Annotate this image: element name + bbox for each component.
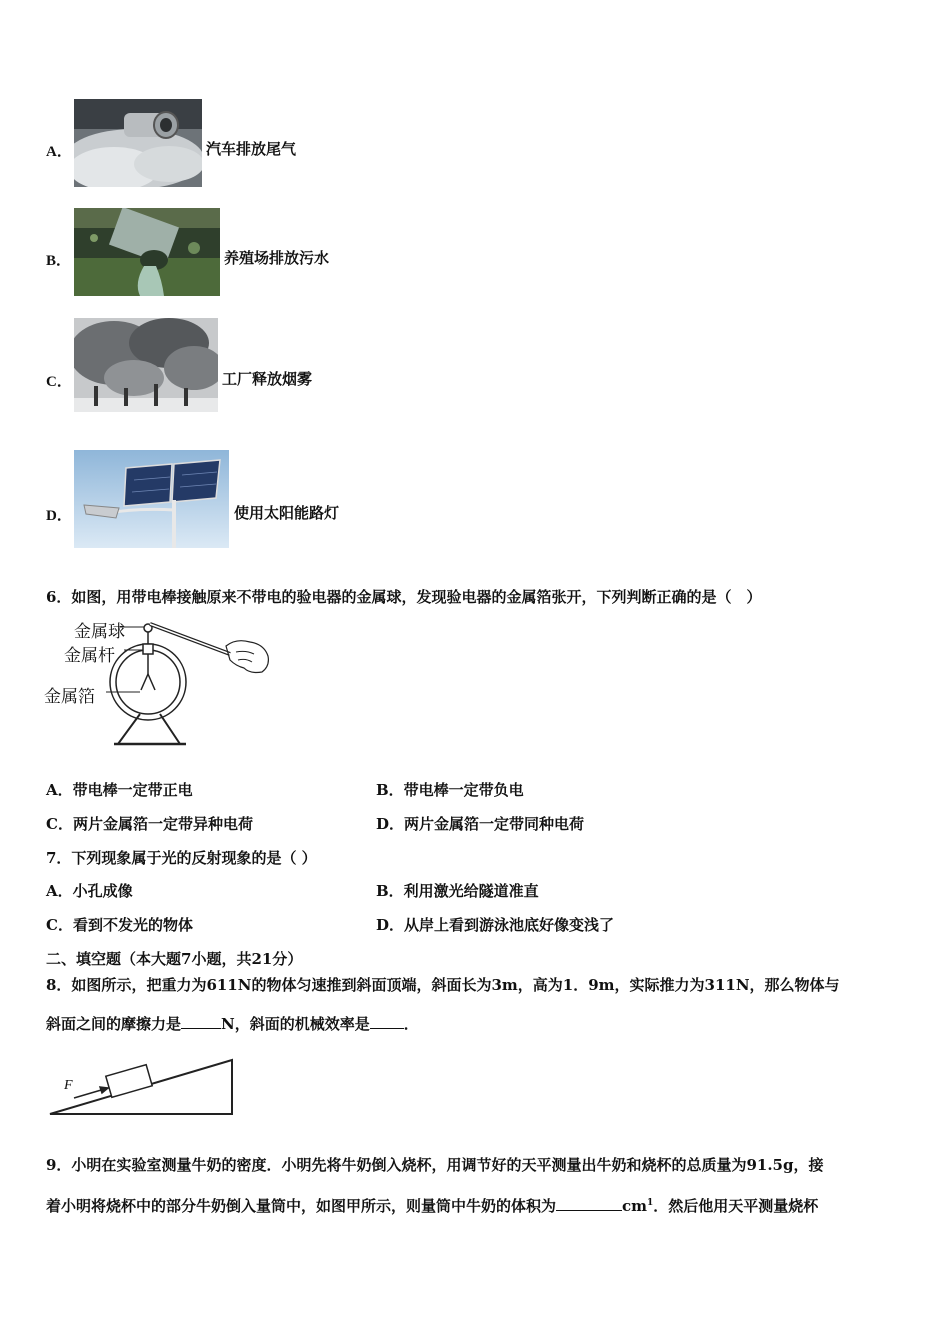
q6-option-b: B．带电棒一定带负电	[376, 781, 524, 799]
q8-text-a: 斜面之间的摩擦力是	[46, 1015, 182, 1033]
q7-stem: 7．下列现象属于光的反射现象的是（ ）	[46, 849, 317, 867]
q7-option-c: C．看到不发光的物体	[46, 916, 193, 934]
option-d-label: 使用太阳能路灯	[234, 504, 340, 522]
q9-line1: 9．小明在实验室测量牛奶的密度．小明先将牛奶倒入烧杯，用调节好的天平测量出牛奶和烧杯的总质量为91.5g，接	[46, 1156, 824, 1174]
q9-unit: cm	[622, 1197, 648, 1215]
label-metal-foil: 金属箔	[44, 687, 95, 707]
q8-line2	[46, 1014, 419, 1033]
label-metal-ball: 金属球	[74, 622, 125, 642]
option-a-label: 汽车排放尾气	[206, 140, 297, 158]
incline-figure	[44, 1056, 240, 1118]
option-c-letter: C．	[46, 374, 72, 390]
q6-stem: 6．如图，用带电棒接触原来不带电的验电器的金属球，发现验电器的金属箔张开，下列判断正确的是（ ）	[46, 588, 762, 606]
force-label: F	[64, 1078, 73, 1093]
q9-text-a: 着小明将烧杯中的部分牛奶倒入量筒中，如图甲所示，则量筒中牛奶的体积为	[46, 1197, 557, 1215]
q8-text-c: ．	[403, 1015, 419, 1033]
option-d-letter: D．	[46, 508, 72, 524]
option-c-label: 工厂释放烟雾	[222, 370, 313, 388]
option-b-letter: B．	[46, 253, 72, 269]
electroscope-figure	[40, 612, 280, 748]
section-heading: 二、填空题（本大题7小题，共21分）	[46, 950, 303, 968]
q8-line1: 8．如图所示，把重力为611N的物体匀速推到斜面顶端，斜面长为3m，高为1．9m，实际推力为311N，那么物体与	[46, 976, 840, 994]
q8-text-b: N，斜面的机械效率是	[221, 1015, 370, 1033]
q7-option-d: D．从岸上看到游泳池底好像变浅了	[376, 916, 615, 934]
volume-answer-blank[interactable]	[556, 1196, 622, 1211]
option-b-label: 养殖场排放污水	[224, 249, 330, 267]
q9-unit-sup: 1	[647, 1198, 654, 1208]
q9-text-c: ．然后他用天平测量烧杯	[653, 1197, 819, 1215]
option-a-letter: A．	[46, 144, 72, 160]
efficiency-answer-blank[interactable]	[370, 1014, 404, 1029]
exhaust-photo	[74, 99, 202, 187]
friction-answer-blank[interactable]	[181, 1014, 221, 1029]
q6-option-a: A．带电棒一定带正电	[46, 781, 193, 799]
factory-smoke-photo	[74, 318, 218, 412]
q6-option-c: C．两片金属箔一定带异种电荷	[46, 815, 253, 833]
sewage-photo	[74, 208, 220, 296]
q7-option-b: B．利用激光给隧道准直	[376, 882, 539, 900]
solar-streetlight-photo	[74, 450, 229, 548]
q6-option-d: D．两片金属箔一定带同种电荷	[376, 815, 585, 833]
q7-option-a: A．小孔成像	[46, 882, 133, 900]
q9-line2	[46, 1194, 818, 1215]
label-metal-rod: 金属杆	[64, 646, 115, 666]
